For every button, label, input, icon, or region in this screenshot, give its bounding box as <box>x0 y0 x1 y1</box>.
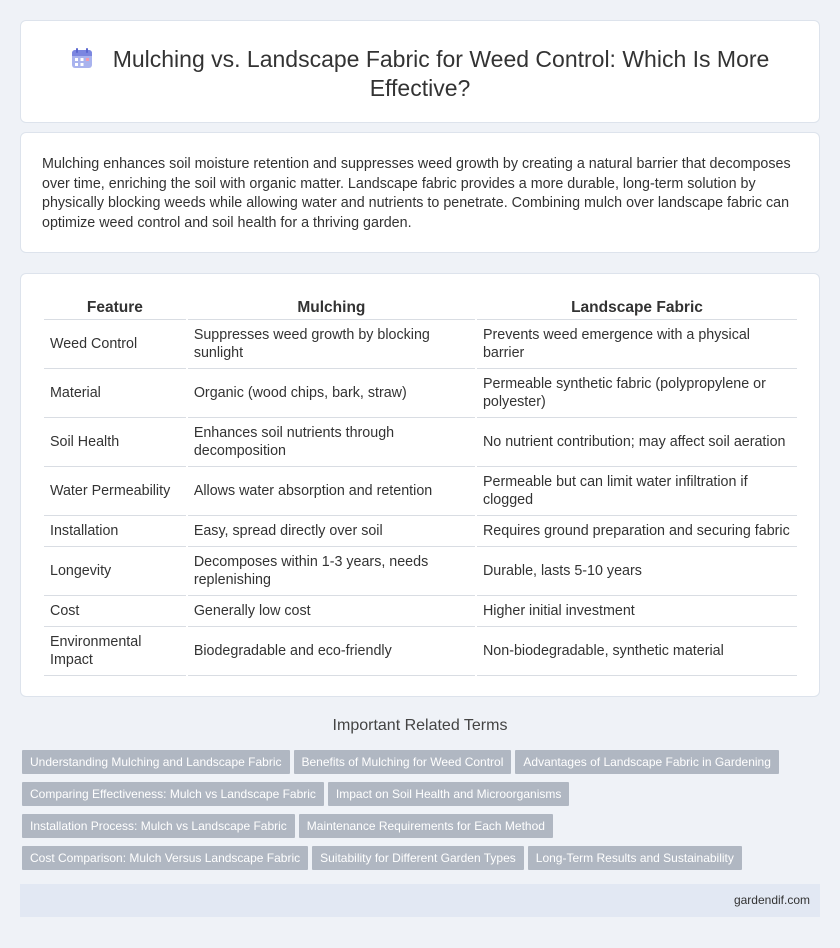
feature-cell: Environmental Impact <box>44 627 186 676</box>
tag-row <box>22 782 822 814</box>
intro-card <box>20 132 820 253</box>
related-terms-heading: Important Related Terms <box>332 717 508 734</box>
mulching-cell: Suppresses weed growth by blocking sunlight <box>188 320 475 369</box>
intro-paragraph: Mulching enhances soil moisture retention and suppresses weed growth by creating a natural barrier that decomposes over time, enriching the soil with organic matter. Landscape fabric provides a more durable, long-term solution by physically blocking weeds while allowing water and nutrients to penetrate. Combining mulch over landscape fabric can optimize weed control and soil health for a thriving garden. <box>42 156 791 231</box>
related-term-tag[interactable]: Impact on Soil Health and Microorganisms <box>328 782 569 806</box>
comparison-card <box>20 273 820 697</box>
fabric-cell: Prevents weed emergence with a physical barrier <box>477 320 797 369</box>
table-row <box>44 516 797 547</box>
related-term-tag[interactable]: Advantages of Landscape Fabric in Gardening <box>515 750 779 774</box>
related-term-tag[interactable]: Benefits of Mulching for Weed Control <box>294 750 512 774</box>
fabric-cell: Durable, lasts 5-10 years <box>477 547 797 596</box>
table-row <box>44 596 797 627</box>
table-row <box>44 547 797 596</box>
fabric-cell: No nutrient contribution; may affect soil aeration <box>477 418 797 467</box>
fabric-cell: Permeable but can limit water infiltration if clogged <box>477 467 797 516</box>
feature-cell: Material <box>44 369 186 418</box>
mulching-cell: Generally low cost <box>188 596 475 627</box>
table-row <box>44 627 797 676</box>
header-mulching: Mulching <box>188 295 475 320</box>
header-feature: Feature <box>44 295 186 320</box>
feature-cell: Weed Control <box>44 320 186 369</box>
table-row <box>44 418 797 467</box>
fabric-cell: Requires ground preparation and securing fabric <box>477 516 797 547</box>
footer <box>20 884 820 917</box>
related-term-tag[interactable]: Comparing Effectiveness: Mulch vs Landscape Fabric <box>22 782 324 806</box>
fabric-cell: Non-biodegradable, synthetic material <box>477 627 797 676</box>
mulching-cell: Easy, spread directly over soil <box>188 516 475 547</box>
tag-row <box>22 814 822 846</box>
calendar-icon <box>71 47 93 69</box>
footer-site-link[interactable]: gardendif.com <box>733 893 810 907</box>
mulching-cell: Enhances soil nutrients through decomposition <box>188 418 475 467</box>
tag-row <box>22 750 822 782</box>
header-card <box>20 20 820 123</box>
mulching-cell: Decomposes within 1-3 years, needs replenishing <box>188 547 475 596</box>
tag-row <box>22 846 822 878</box>
feature-cell: Installation <box>44 516 186 547</box>
feature-cell: Soil Health <box>44 418 186 467</box>
feature-cell: Cost <box>44 596 186 627</box>
related-terms-tags <box>22 750 822 878</box>
related-term-tag[interactable]: Maintenance Requirements for Each Method <box>299 814 553 838</box>
related-term-tag[interactable]: Cost Comparison: Mulch Versus Landscape Fabric <box>22 846 308 870</box>
header-landscape-fabric: Landscape Fabric <box>477 295 797 320</box>
table-row <box>44 467 797 516</box>
table-header-row <box>44 295 797 320</box>
table-row <box>44 320 797 369</box>
page-title: Mulching vs. Landscape Fabric for Weed Control: Which Is More Effective? <box>112 46 770 101</box>
fabric-cell: Higher initial investment <box>477 596 797 627</box>
related-term-tag[interactable]: Installation Process: Mulch vs Landscape Fabric <box>22 814 295 838</box>
related-term-tag[interactable]: Long-Term Results and Sustainability <box>528 846 742 870</box>
mulching-cell: Organic (wood chips, bark, straw) <box>188 369 475 418</box>
feature-cell: Water Permeability <box>44 467 186 516</box>
related-term-tag[interactable]: Suitability for Different Garden Types <box>312 846 524 870</box>
mulching-cell: Allows water absorption and retention <box>188 467 475 516</box>
fabric-cell: Permeable synthetic fabric (polypropylene or polyester) <box>477 369 797 418</box>
mulching-cell: Biodegradable and eco-friendly <box>188 627 475 676</box>
feature-cell: Longevity <box>44 547 186 596</box>
comparison-table <box>42 295 799 676</box>
page-title-wrap <box>61 45 779 103</box>
related-term-tag[interactable]: Understanding Mulching and Landscape Fabric <box>22 750 290 774</box>
table-row <box>44 369 797 418</box>
